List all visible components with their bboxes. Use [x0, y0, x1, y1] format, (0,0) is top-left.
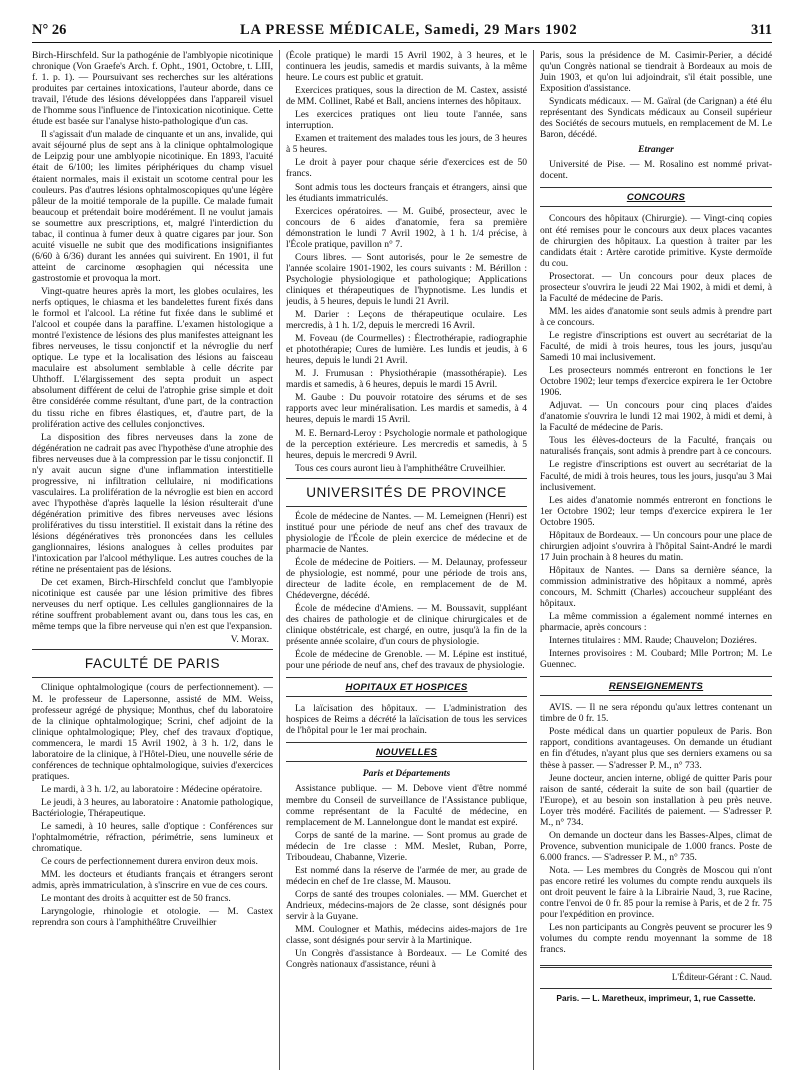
paragraph: M. Darier : Leçons de thérapeutique oculaire. Les mercredis, à 1 h. 1/2, depuis le mercredi 16 Avril. [286, 309, 527, 332]
paragraph: Jeune docteur, ancien interne, obligé de quitter Paris pour raison de santé, céderait la suite de son bail (quartier de l'Europe), et au besoin son installation à peu près neuve. Loyer très modéré. Facilités de paiement. — S'adresser P. M., n° 734. [540, 772, 772, 828]
column-2 [286, 50, 527, 1070]
paragraph: Hôpitaux de Nantes. — Dans sa dernière séance, la commission administrative des hôpitaux a nommé, après concours, M. Schmitt (Charles) accoucheur suppléant des hôpitaux. [540, 564, 772, 610]
paragraph: Le montant des droits à acquitter est de 50 francs. [41, 893, 231, 905]
paragraph: Concours des hôpitaux (Chirurgie). — Vingt-cinq copies ont été remises pour le concours aux deux places vacantes de chirurgien des hôpitaux. La question à traiter par les candidats était : Artère carotide primitive. Kyste dermoïde du cou. [540, 213, 772, 269]
paragraph: MM. les docteurs et étudiants français et étrangers seront admis, après immatriculation, à s'inscrire en vue de ces cours. [32, 869, 273, 892]
paragraph: Tous ces cours auront lieu à l'amphithéâtre Cruveilhier. [295, 462, 506, 474]
page-number: 311 [751, 21, 772, 38]
editor-line: L'Éditeur-Gérant : C. Naud. [671, 972, 772, 983]
paragraph: Il s'agissait d'un malade de cinquante et un ans, invalide, qui avait séjourné plus de sept ans à la clinique ophtalmologique de Leipzig pour une amblyopie nicotinique. En 1893, l'acuité était de 6/100; les limites périphériques du champ visuel étaient normales, mais il existait un scotome central pour les couleurs. Pas d'autres lésions ophtalmoscopiques qu'une légère pâleur de la moitié temporale de la pupille. Ce malade fumait beaucoup et prétendait boire modérément. Il ne voulut jamais se soumettre aux prescriptions, et, malgré l'interdiction du tabac, il continua à fumer deux à quatre cigares par jour. Son acuité visuelle ne subit que des modifications insignifiantes (6/60 à 6/36) durant les années qui suivirent. En 1901, il fut atteint de carcinome œsophagien qui nécessita une gastrostomie et provoqua la mort. [32, 129, 273, 284]
paragraph: Est nommé dans la réserve de l'armée de mer, au grade de médecin en chef de 1re classe, M. Mausou. [286, 864, 527, 887]
paragraph: Le samedi, à 10 heures, salle d'optique : Conférences sur l'ophtalmométrie, réfraction, périmétrie, sens lumineux et chromatique. [32, 821, 273, 855]
paragraph: Prosectorat. — Un concours pour deux places de prosecteur s'ouvrira le jeudi 22 Mai 1902, à midi et demi, à la Faculté de médecine de Paris. [540, 270, 772, 304]
section-rule [32, 649, 273, 650]
publication-title: LA PRESSE MÉDICALE, Samedi, 29 Mars 1902 [240, 21, 578, 38]
section-rule [286, 478, 527, 479]
paragraph: Examen et traitement des malades tous les jours, de 3 heures à 5 heures. [286, 133, 527, 156]
paragraph: Le jeudi, à 3 heures, au laboratoire : Anatomie pathologique, Bactériologie, Thérapeutique. [32, 796, 273, 819]
paragraph: Nota. — Les membres du Congrès de Moscou qui n'ont pas encore retiré les volumes du compte rendu auxquels ils ont droit peuvent le faire à la Librairie Naud, 3, rue Racine, contre l'envoi de 0 fr. 85 pour la remise à Paris, et de 2 fr. 75 pour l'expédition en province. [540, 864, 772, 921]
author-signature: V. Morax. [230, 634, 269, 646]
section-rule [286, 506, 527, 507]
paragraph: Les aides d'anatomie nommés entreront en fonctions le 1er Octobre 1902; leur temps d'exercice expirera le 1er Octobre 1905. [540, 494, 772, 528]
masthead-rule [32, 42, 772, 43]
section-heading-faculte: FACULTÉ DE PARIS [84, 656, 221, 672]
section-heading-renseignements: RENSEIGNEMENTS [540, 676, 772, 696]
paragraph: École de médecine de Poitiers. — M. Delaunay, professeur de physiologie, est nommé, pour une période de trois ans, directeur de ladite école, en remplacement de de M. Chédevergne, décédé. [286, 556, 527, 602]
issue-number: N° 26 [32, 21, 67, 38]
paragraph: Tous les élèves-docteurs de la Faculté, français ou naturalisés français, sont admis à prendre part à ce concours. [540, 435, 772, 458]
paragraph: Les non participants au Congrès peuvent se procurer les 9 volumes du compte rendu moyennant la somme de 18 francs. [540, 922, 772, 956]
paragraph: (École pratique) le mardi 15 Avril 1902, à 3 heures, et le continuera les jeudis, samedis et mardis suivants, à la même heure. Le cours est public et gratuit. [286, 50, 527, 84]
paragraph: Exercices opératoires. — M. Guibé, prosecteur, avec le concours de 6 aides d'anatomie, fera sa première démonstration le lundi 7 Avril 1902, à 1 h. 1/4 précise, à l'École pratique, pavillon n° 7. [286, 205, 527, 250]
paragraph: On demande un docteur dans les Basses-Alpes, climat de Provence, subvention municipale de 1.000 francs. Poste de 6.000 francs. — S'adresser P. M., n° 735. [540, 829, 772, 863]
paragraph: Corps de santé des troupes coloniales. — MM. Guerchet et Andrieux, médecins-majors de 2e classe, sont désignés pour servir à la Guyane. [286, 888, 527, 922]
paragraph: Internes titulaires : MM. Raude; Chauvelon; Doziéres. [549, 635, 757, 647]
paragraph: M. J. Frumusan : Physiothérapie (massothérapie). Les mardis et samedis, à 6 heures, depuis le mardi 15 Avril. [286, 368, 527, 391]
subheading-etranger: Etranger [638, 144, 674, 156]
imprint-line: Paris. — L. Maretheux, imprimeur, 1, rue Cassette. [540, 988, 772, 1003]
paragraph: Les exercices pratiques ont lieu toute l'année, sans interruption. [286, 109, 527, 132]
paragraph: Adjuvat. — Un concours pour cinq places d'aides d'anatomie s'ouvrira le lundi 12 mai 1902, à midi et demi, à la Faculté de médecine de Paris. [540, 400, 772, 434]
paragraph: Le mardi, à 3 h. 1/2, au laboratoire : Médecine opératoire. [41, 783, 263, 795]
column-1 [32, 50, 273, 1070]
section-heading-nouvelles: NOUVELLES [286, 742, 527, 762]
masthead [32, 20, 772, 40]
column-divider [533, 50, 534, 1070]
paragraph: Les prosecteurs nommés entreront en fonctions le 1er Octobre 1902; leur temps d'exercice expirera le 1er Octobre 1906. [540, 365, 772, 399]
paragraph: Internes provisoires : M. Coubard; Mlle Portron; M. Le Guennec. [540, 648, 772, 671]
paragraph: Le registre d'inscriptions est ouvert au secrétariat de la Faculté, de midi à trois heures, tous les jours, jusqu'au Samedi 10 mai inclusivement. [540, 329, 772, 364]
paragraph: M. Gaube : Du pouvoir rotatoire des sérums et de ses rapports avec leur minéralisation. Les mardis et samedis, à 4 heures, depuis le mardi 15 Avril. [286, 392, 527, 426]
paragraph: École de médecine de Nantes. — M. Lemeignen (Henri) est institué pour une période de neuf ans chef des travaux de physiologie de l'École de plein exercice de médecine et de pharmacie de Nantes. [286, 510, 527, 555]
paragraph: MM. les aides d'anatomie sont seuls admis à prendre part à ce concours. [540, 305, 772, 328]
section-heading-concours: CONCOURS [540, 187, 772, 207]
paragraph: Poste médical dans un quartier populeux de Paris. Bon rapport, conditions avantageuses. On demande un étudiant en fin d'études, n'ayant plus que ses derniers examens ou sa thèse à passer. — S'adresser P. M., n° 733. [540, 726, 772, 771]
paragraph: Exercices pratiques, sous la direction de M. Castex, assisté de MM. Collinet, Rabé et Ball, anciens internes des hôpitaux. [286, 85, 527, 108]
article-birch-hirschfeld: Birch-Hirschfeld. Sur la pathogénie de l'amblyopie nicotinique chronique (Von Graefe's Arch. f. Opht., 1901, Octobre, t. LIII, f. 1. p. 1). — Poursuivant ses recherches sur les altérations produites par certaines intoxications, l'auteur aborde, dans ce travail, l'étude des lésions développées dans l'appareil visuel de l'homme sous l'influence de l'intoxication nicotinique. Cette étude est basée sur l'analyse histo-pathologique d'un cas. [32, 50, 273, 128]
paragraph: Sont admis tous les docteurs français et étrangers, ainsi que les étudiants immatriculés. [286, 181, 527, 204]
subheading-paris-departements: Paris et Départements [362, 768, 451, 780]
paragraph: MM. Coulogner et Mathis, médecins aides-majors de 1re classe, sont désignés pour servir à la Martinique. [286, 924, 527, 947]
paragraph: La laïcisation des hôpitaux. — L'administration des hospices de Reims a décrété la laïcisation de tous les services de l'hôpital pour le 1er mai prochain. [286, 703, 527, 737]
paragraph: M. E. Bernard-Leroy : Psychologie normale et pathologique de la perception extérieure. Les mercredis et samedis, à 5 heures, depuis le mercredi 9 Avril. [286, 427, 527, 461]
paragraph: Le registre d'inscriptions est ouvert au secrétariat de la Faculté, de midi à trois heures, tous les jours, jusqu'au 3 Mai inclusivement. [540, 459, 772, 493]
paragraph: Ce cours de perfectionnement durera environ deux mois. [41, 856, 258, 868]
paragraph: Corps de santé de la marine. — Sont promus au grade de médecin de 1re classe : MM. Meslet, Ruban, Porre, Triboudeau, Chabanne, Vizerie. [286, 829, 527, 863]
section-heading-universites: UNIVERSITÉS DE PROVINCE [306, 484, 507, 500]
column-3 [540, 50, 772, 1070]
column-divider [279, 50, 280, 1070]
paragraph: M. Foveau (de Courmelles) : Électrothérapie, radiographie et photothérapie; Cures de lumière. Les lundis et jeudis, à 6 heures, depuis le lundi 21 Avril. [286, 333, 527, 367]
paragraph: Cours libres. — Sont autorisés, pour le 2e semestre de l'année scolaire 1901-1902, les cours suivants : M. Bérillon : Psychologie physiologique et pathologique; Applications cliniques et thérapeutiques de l'hypnotisme. Les lundis et jeudis, à 5 heures, depuis le lundi 21 Avril. [286, 251, 527, 307]
paragraph: Paris, sous la présidence de M. Casimir-Perier, a décidé qu'un Congrès national se tiendrait à Bordeaux au mois de Juin 1903, et qu'on lui adjoindrait, s'il était possible, une Exposition d'assistance. [540, 50, 772, 95]
paragraph: Assistance publique. — M. Debove vient d'être nommé membre du Conseil de surveillance de l'Assistance publique, comme représentant de la Faculté de médecine, en remplacement de M. Lannelongue dont le mandat est expiré. [286, 783, 527, 828]
paragraph: La même commission a également nommé internes en pharmacie, après concours : [540, 611, 772, 634]
paragraph: Laryngologie, rhinologie et otologie. — M. Castex reprendra son cours à l'amphithéâtre Cruveilhier [32, 906, 273, 929]
paragraph: La disposition des fibres nerveuses dans la zone de dégénération ne cadrait pas avec l'hypothèse d'une atrophie des fibres nerveuses due à la compression par le tissu conjonctif. Il n'y avait aucun signe d'une inflammation interstitielle progressive, ni infiltration cellulaire, ni modifications vasculaires. La prolifération de la névroglie est bien en accord avec l'hypothèse d'après laquelle la lésion résulterait d'une dégénération primitive des fibres nerveuses avec lésions prolifératives du tissu interstitiel. Il existait dans la rétine des lésions dégénératives très prononcées dans les cellules ganglionnaires, lésions analogues à celles produites par l'intoxication par l'alcool méthylique. Les autres couches de la rétine ne présentaient pas de lésions. [32, 431, 273, 576]
paragraph: Clinique ophtalmologique (cours de perfectionnement). — M. le professeur de Lapersonne, assisté de MM. Weiss, professeur agrégé de physique; Monthus, chef du laboratoire de la clinique ophtalmologique; Scrini, chef adjoint de la clinique ophtalmologique; Pley, chef des travaux d'optique, commencera, le mardi 15 Avril 1902, à 3 h. 1/2, dans le laboratoire de la clinique, à l'Hôtel-Dieu, une nouvelle série de conférences de technique ophtalmologique, suivies d'exercices pratiques. [32, 682, 273, 782]
paragraph: École de médecine de Grenoble. — M. Lépine est institué, pour une période de neuf ans, chef des travaux de physiologie. [286, 649, 527, 672]
paragraph: Le droit à payer pour chaque série d'exercices est de 50 francs. [286, 157, 527, 180]
paragraph: De cet examen, Birch-Hirschfeld conclut que l'amblyopie nicotinique est causée par une lésion primitive des fibres nerveuses du nerf optique. Les cellules ganglionnaires de la rétine souffrent probablement avant ou, dans tous les cas, en même temps que la fibre nerveuse qui n'en est que l'expansion. [32, 577, 273, 633]
footer [540, 965, 772, 1003]
paragraph: Hôpitaux de Bordeaux. — Un concours pour une place de chirurgien adjoint s'ouvrira à l'hôpital Saint-André le mardi 17 Juin prochain à 8 heures du matin. [540, 529, 772, 563]
paragraph: Un Congrès d'assistance à Bordeaux. — Le Comité des Congrès nationaux d'assistance, réuni à [286, 948, 527, 971]
section-heading-hopitaux: HOPITAUX ET HOSPICES [286, 677, 527, 697]
paragraph: Vingt-quatre heures après la mort, les globes oculaires, les nerfs optiques, le chiasma et les bandelettes furent fixés dans le formol et l'alcool. La rétine fut fixée dans le sublimé et l'alcool et coupée dans la paraffine. L'examen histologique a montré l'existence de lésions des plus manifestes atteignant les fibres nerveuses, le tissu conjonctif et la névroglie du nerf optique. Le type et la localisation des lésions au faisceau maculaire est absolument semblable à celle décrite par Uhthoff. L'élargissement des septa produit un aspect absolument différent de celui de l'atrophie grise simple et doit être considérée comme résultant, d'une part, de la contraction du tissu riche en fibres élastiques, et, d'autre part, de la prolifération active des cellules conjonctives. [32, 285, 273, 430]
paragraph: AVIS. — Il ne sera répondu qu'aux lettres contenant un timbre de 0 fr. 15. [540, 702, 772, 725]
section-rule [32, 677, 273, 678]
paragraph: École de médecine d'Amiens. — M. Boussavit, suppléant des chaires de pathologie et de clinique chirurgicales et de clinique obstétricale, est chargé, en outre, jusqu'à la fin de la présente année scolaire, d'un cours de physiologie. [286, 603, 527, 648]
paragraph: Syndicats médicaux. — M. Gaïral (de Carignan) a été élu représentant des Syndicats médicaux au Conseil supérieur des Sociétés de secours mutuels, en remplacement de M. Le Baron, décédé. [540, 96, 772, 141]
paragraph: Université de Pise. — M. Rosalino est nommé privat-docent. [540, 159, 772, 182]
